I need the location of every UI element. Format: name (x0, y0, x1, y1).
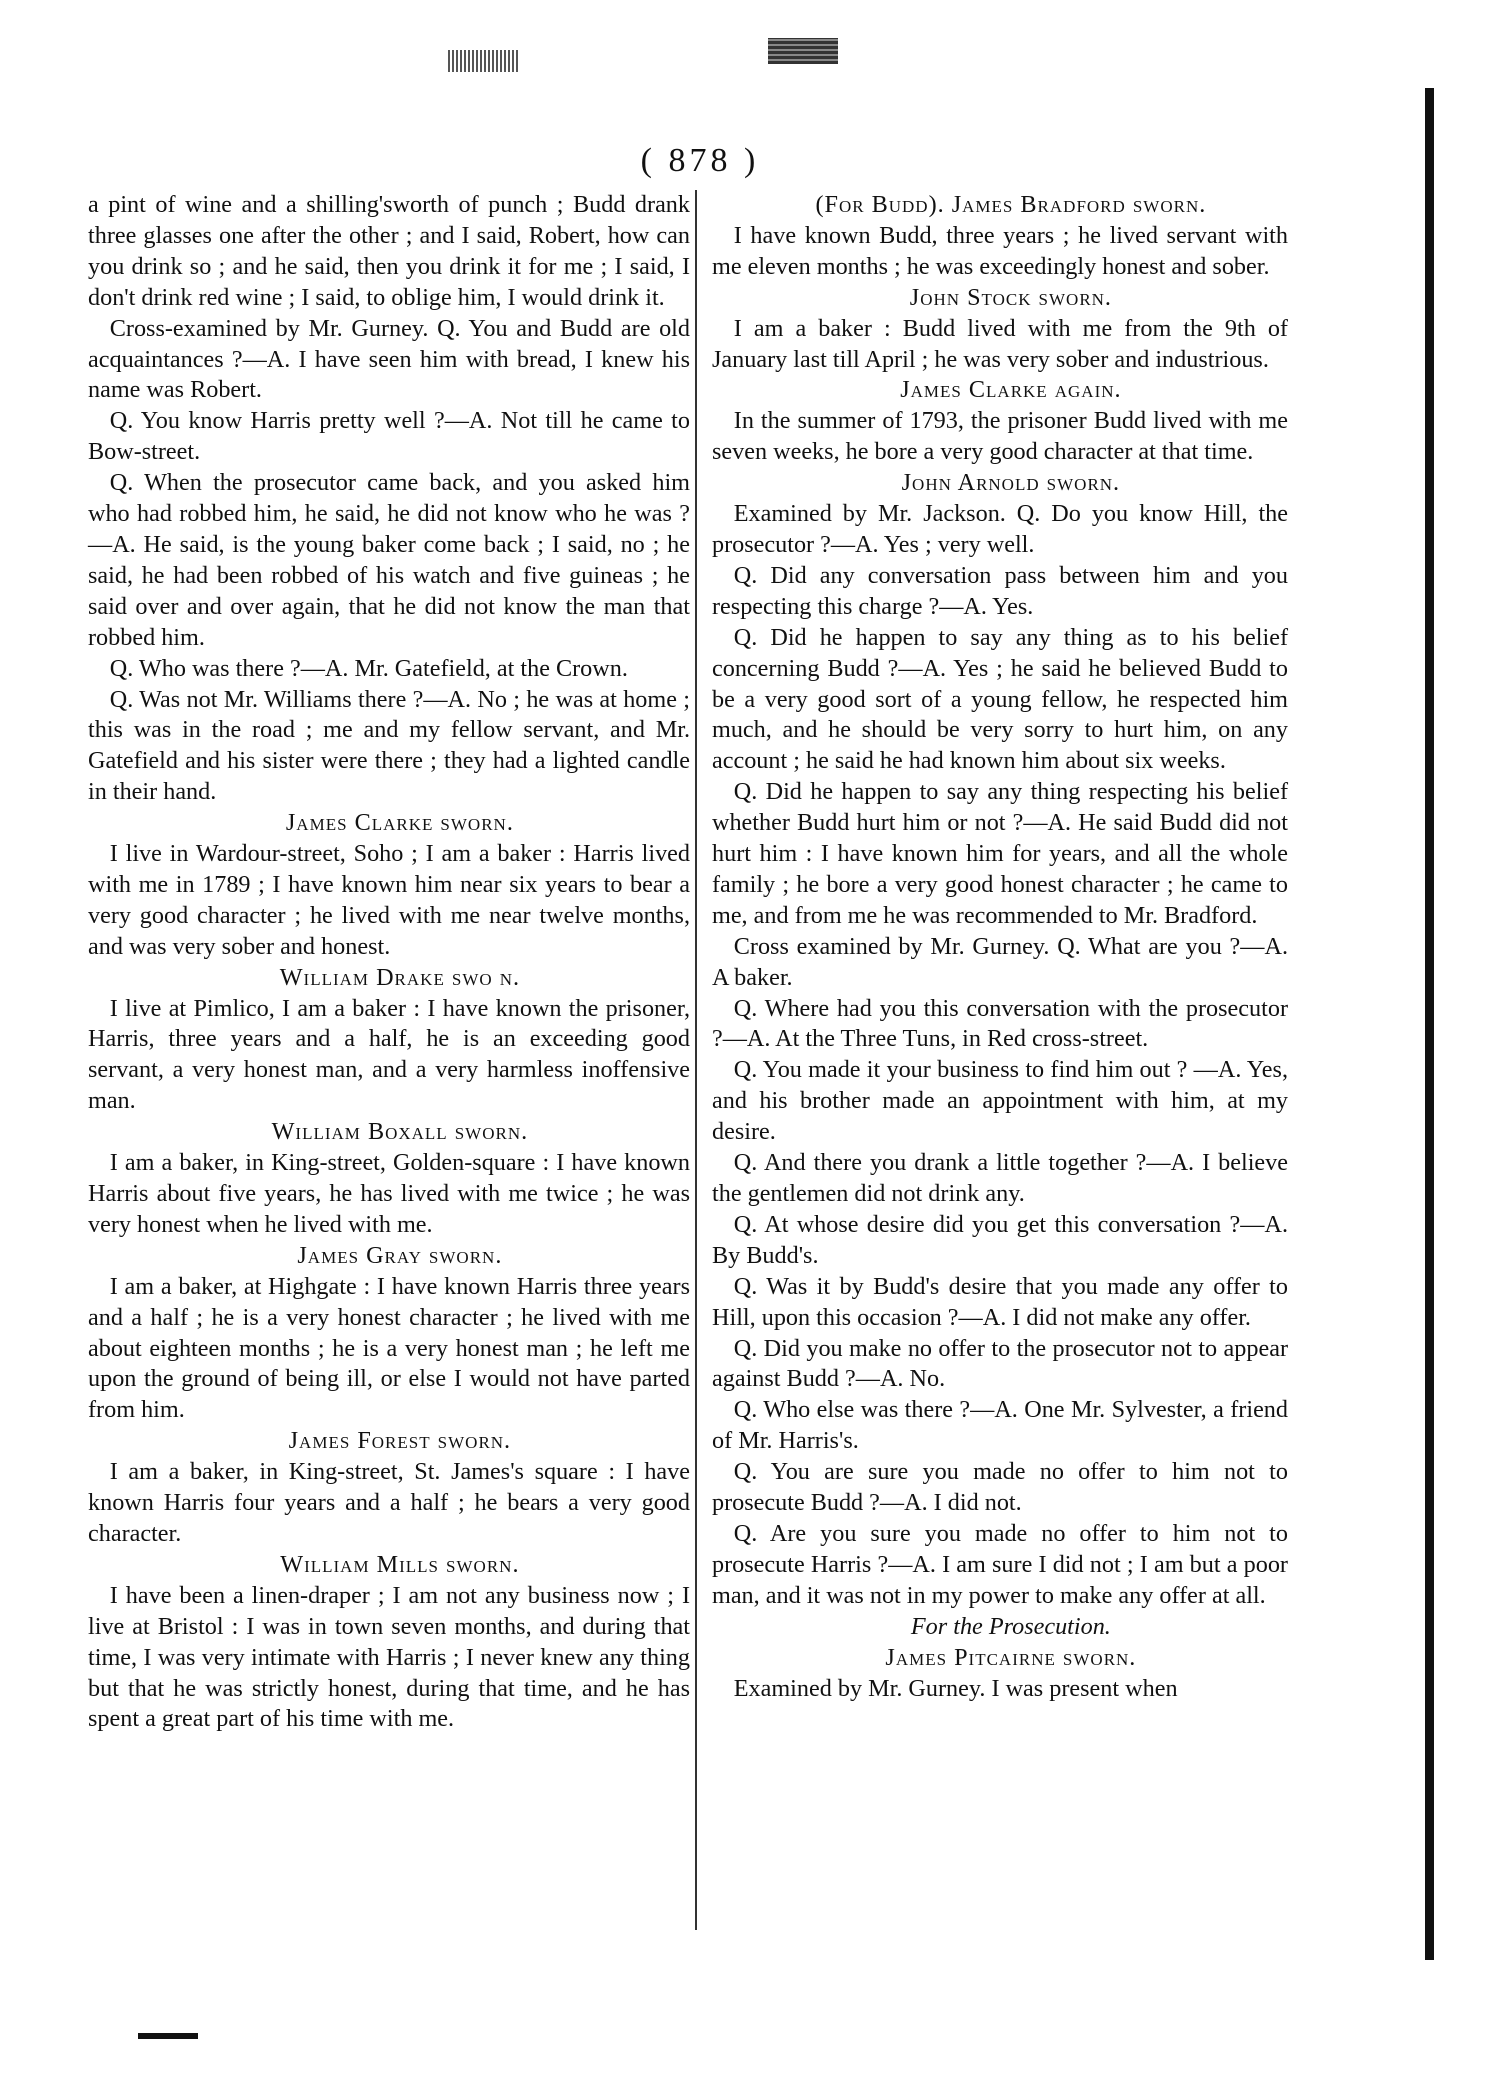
paragraph: Q. Was it by Budd's desire that you made any offer to Hill, upon this occasion ?—A. I did not make any offer. (712, 1272, 1288, 1331)
paragraph: I have known Budd, three years ; he lived servant with me eleven months ; he was exceedingly honest and sober. (712, 221, 1288, 280)
witness-heading: John Stock sworn. (909, 283, 1112, 311)
witness-heading: James Clarke again. (900, 376, 1122, 404)
paragraph: Q. Did any conversation pass between him and you respecting this charge ?—A. Yes. (712, 561, 1288, 620)
paragraph: Q. Who else was there ?—A. One Mr. Sylvester, a friend of Mr. Harris's. (712, 1396, 1288, 1455)
witness-heading: (For Budd). James Bradford sworn. (815, 191, 1207, 218)
paragraph: I live in Wardour-street, Soho ; I am a baker : Harris lived with me in 1789 ; I have known him near six years to bear a very good character ; he lived with me near twelve months, and was very sober and honest. (88, 840, 690, 960)
witness-heading: William Drake swo n. (279, 963, 521, 991)
paragraph: I am a baker, at Highgate : I have known Harris three years and a half ; he is a very honest character ; he lived with me about eighteen months ; he is a very honest man ; he left me upon the ground of being ill, or else I would not have parted from him. (88, 1272, 690, 1424)
paragraph: Q. Did he happen to say any thing as to his belief concerning Budd ?—A. Yes ; he said he believed Budd to be a very good sort of a young fellow, he respected him much, and he should be very sorry to hurt him, on any account ; he said he had known him about six weeks. (712, 623, 1288, 775)
header-ornament-left (448, 50, 520, 72)
paragraph: Q. Are you sure you made no offer to him not to prosecute Harris ?—A. I am sure I did not ; I am but a poor man, and it was not in my power to make any offer at all. (712, 1519, 1288, 1609)
paragraph: Examined by Mr. Jackson. Q. Do you know Hill, the prosecutor ?—A. Yes ; very well. (712, 500, 1288, 558)
paragraph: a pint of wine and a shilling'sworth of punch ; Budd drank three glasses one after the other ; and I said, Robert, how can you drink so ; and he said, then you drink it for me ; I said, I don't drink red wine ; I said, to oblige him, I would drink it. (88, 191, 690, 311)
paragraph: Q. Was not Mr. Williams there ?—A. No ; he was at home ; this was in the road ; me and my fellow servant, and Mr. Gatefield and his sister were there ; they had a lighted candle in their hand. (88, 685, 690, 806)
witness-heading: William Boxall sworn. (271, 1118, 529, 1146)
paragraph: Q. Where had you this conversation with the prosecutor ?—A. At the Three Tuns, in Red cross-street. (712, 994, 1288, 1053)
column-divider (695, 190, 697, 1930)
witness-heading: William Mills sworn. (280, 1550, 520, 1578)
paragraph: Q. Did he happen to say any thing respecting his belief whether Budd hurt him or not ?—A. He said Budd did not hurt him : I have known him for years, and all the whole family ; he bore a very good honest character ; he came to me, and from me he was recommended to Mr. Bradford. (712, 778, 1288, 929)
paragraph: I have been a linen-draper ; I am not any business now ; I live at Bristol : I was in town seven months, and during that time, I was very intimate with Harris ; I never knew any thing but that he was strictly honest, during that time, and he has spent a great part of his time with me. (88, 1581, 690, 1733)
paragraph: Q. You are sure you made no offer to him not to prosecute Budd ?—A. I did not. (712, 1458, 1288, 1517)
paragraph: Q. At whose desire did you get this conversation ?—A. By Budd's. (712, 1210, 1288, 1269)
witness-heading: James Clarke sworn. (285, 809, 514, 837)
witness-heading: John Arnold sworn. (901, 469, 1121, 497)
paragraph: Cross-examined by Mr. Gurney. Q. You and Budd are old acquaintances ?—A. I have seen him with bread, I knew his name was Robert. (88, 314, 690, 404)
bottom-mark (138, 2033, 198, 2039)
paragraph: Q. You know Harris pretty well ?—A. Not till he came to Bow-street. (88, 407, 690, 466)
paragraph: Examined by Mr. Gurney. I was present when (733, 1674, 1178, 1702)
left-column (88, 190, 690, 1735)
paragraph: I am a baker, in King-street, Golden-square : I have known Harris about five years, he has lived with me twice ; he was very honest when he lived with me. (88, 1149, 690, 1238)
right-column (712, 190, 1288, 1704)
paragraph: Cross examined by Mr. Gurney. Q. What are you ?—A. A baker. (712, 932, 1288, 991)
paragraph: Q. You made it your business to find him out ? —A. Yes, and his brother made an appointment with him, at my desire. (712, 1056, 1288, 1146)
header-ornament-center (768, 38, 838, 64)
page-number: ( 878 ) (640, 142, 760, 179)
paragraph: Q. Who was there ?—A. Mr. Gatefield, at the Crown. (109, 654, 628, 682)
witness-heading: James Pitcairne sworn. (885, 1643, 1137, 1671)
paragraph: Q. When the prosecutor came back, and you asked him who had robbed him, he said, he did not know who he was ?—A. He said, is the young baker come back ; I said, no ; he said, he had been robbed of his watch and five guineas ; he said over and over again, that he did not know the man that robbed him. (88, 469, 690, 651)
paragraph: Q. Did you make no offer to the prosecutor not to appear against Budd ?—A. No. (712, 1334, 1288, 1393)
paragraph: Q. And there you drank a little together ?—A. I believe the gentlemen did not drink any. (712, 1149, 1288, 1207)
witness-heading: James Forest sworn. (288, 1427, 512, 1455)
witness-heading: James Gray sworn. (297, 1241, 503, 1269)
binding-rule (1425, 88, 1434, 1960)
paragraph: In the summer of 1793, the prisoner Budd lived with me seven weeks, he bore a very good character at that time. (712, 407, 1288, 466)
paragraph: I am a baker, in King-street, St. James's square : I have known Harris four years and a half ; he bears a very good character. (88, 1458, 690, 1547)
paragraph: I live at Pimlico, I am a baker : I have known the prisoner, Harris, three years and a half, he is an exceeding good servant, a very honest man, and a very harmless inoffensive man. (88, 994, 690, 1115)
paragraph: I am a baker : Budd lived with me from the 9th of January last till April ; he was very sober and industrious. (712, 314, 1288, 373)
section-subheading: For the Prosecution. (910, 1612, 1111, 1640)
